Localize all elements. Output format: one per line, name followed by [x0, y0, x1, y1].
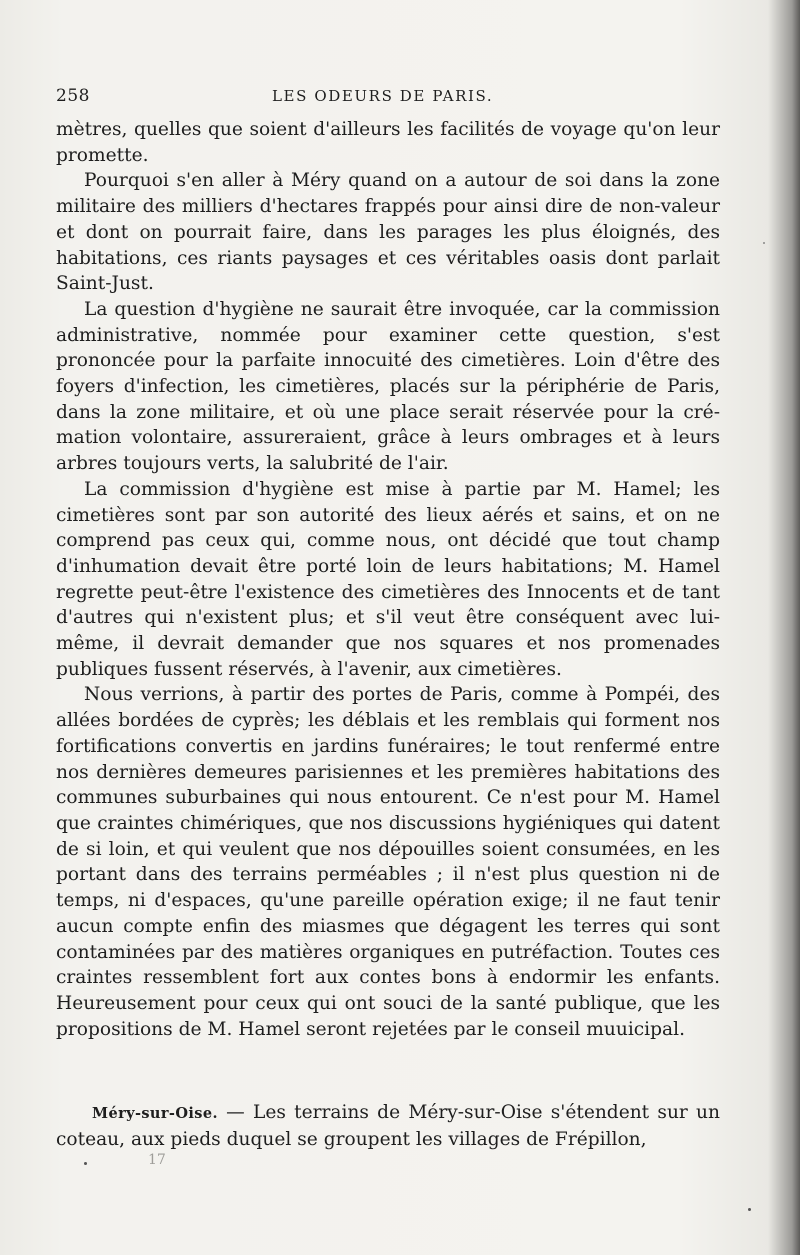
- paragraph: Pourquoi s'en aller à Méry quand on a autour de soi dans la zone militaire des milliers d'hectares frappés pour ainsi dire de non-valeur et dont on pourrait faire, dans les parages les plus éloignés, des habitations, ces riants paysages et ces véritables oasis dont parlait Saint-Just.: [56, 170, 720, 295]
- page-header: [56, 86, 696, 108]
- running-head: LES ODEURS DE PARIS.: [272, 87, 494, 105]
- ink-speck: [84, 1162, 87, 1165]
- paragraph: La question d'hygiène ne saurait être invoquée, car la commission administrative, nommée pour examiner cette question, s'est prononcée pour la parfaite innocuité des cimetières. Loin d'être des foyers d'infection, les cimetières, placés sur la périphérie de Paris, dans la zone militaire, et où une place serait réservée pour la crémation volontaire, assureraient, grâce à leurs ombrages et à leurs arbres toujours verts, la salubrité de l'air.: [56, 298, 720, 475]
- ink-speck: [748, 1208, 751, 1211]
- section-title: Méry-sur-Oise.: [92, 1105, 218, 1122]
- faint-page-mark: 17: [148, 1152, 166, 1168]
- section-paragraph: [56, 1100, 720, 1152]
- paragraph: La commission d'hygiène est mise à partie par M. Hamel; les cimetières sont par son autorité des lieux aérés et sains, et on ne comprend pas ceux qui, comme nous, ont décidé que tout champ d'inhumation devait être porté loin de leurs habitations; M. Hamel regrette peut-être l'existence des cimetières des Innocents et de tant d'autres qui n'existent plus; et s'il veut être conséquent avec lui-même, il devrait demander que nos squares et nos promenades publiques fussent réservés, à l'avenir, aux cimetières.: [56, 478, 720, 680]
- paragraph-continuation: mètres, quelles que soient d'ailleurs les facilités de voyage qu'on leur promette.: [56, 119, 720, 166]
- page-number: 258: [56, 86, 90, 106]
- body-text: [56, 117, 720, 1042]
- ink-speck: [763, 242, 765, 244]
- paragraph: Nous verrions, à partir des portes de Paris, comme à Pompéi, des allées bordées de cyprès; les déblais et les remblais qui forment nos fortifications convertis en jardins funéraires; le tout renfermé entre nos dernières demeures parisiennes et les premières habitations des communes suburbaines qui nous entourent. Ce n'est pour M. Hamel que craintes chimériques, que nos discussions hygiéniques qui datent de si loin, et qui veulent que nos dépouilles soient consumées, en les portant dans des terrains perméables ; il n'est plus question ni de temps, ni d'espaces, qu'une pareille opération exige; il ne faut tenir aucun compte enfin des miasmes que dégagent les terres qui sont contaminées par des matières organiques en putréfaction. Toutes ces craintes ressemblent fort aux contes bons à endormir les enfants. Heureusement pour ceux qui ont souci de la santé publique, que les propositions de M. Hamel seront rejetées par le conseil muuicipal.: [56, 684, 720, 1040]
- section-text: — Les terrains de Méry-sur-Oise s'étendent sur un coteau, aux pieds duquel se groupent les villages de Frépillon,: [56, 1102, 720, 1150]
